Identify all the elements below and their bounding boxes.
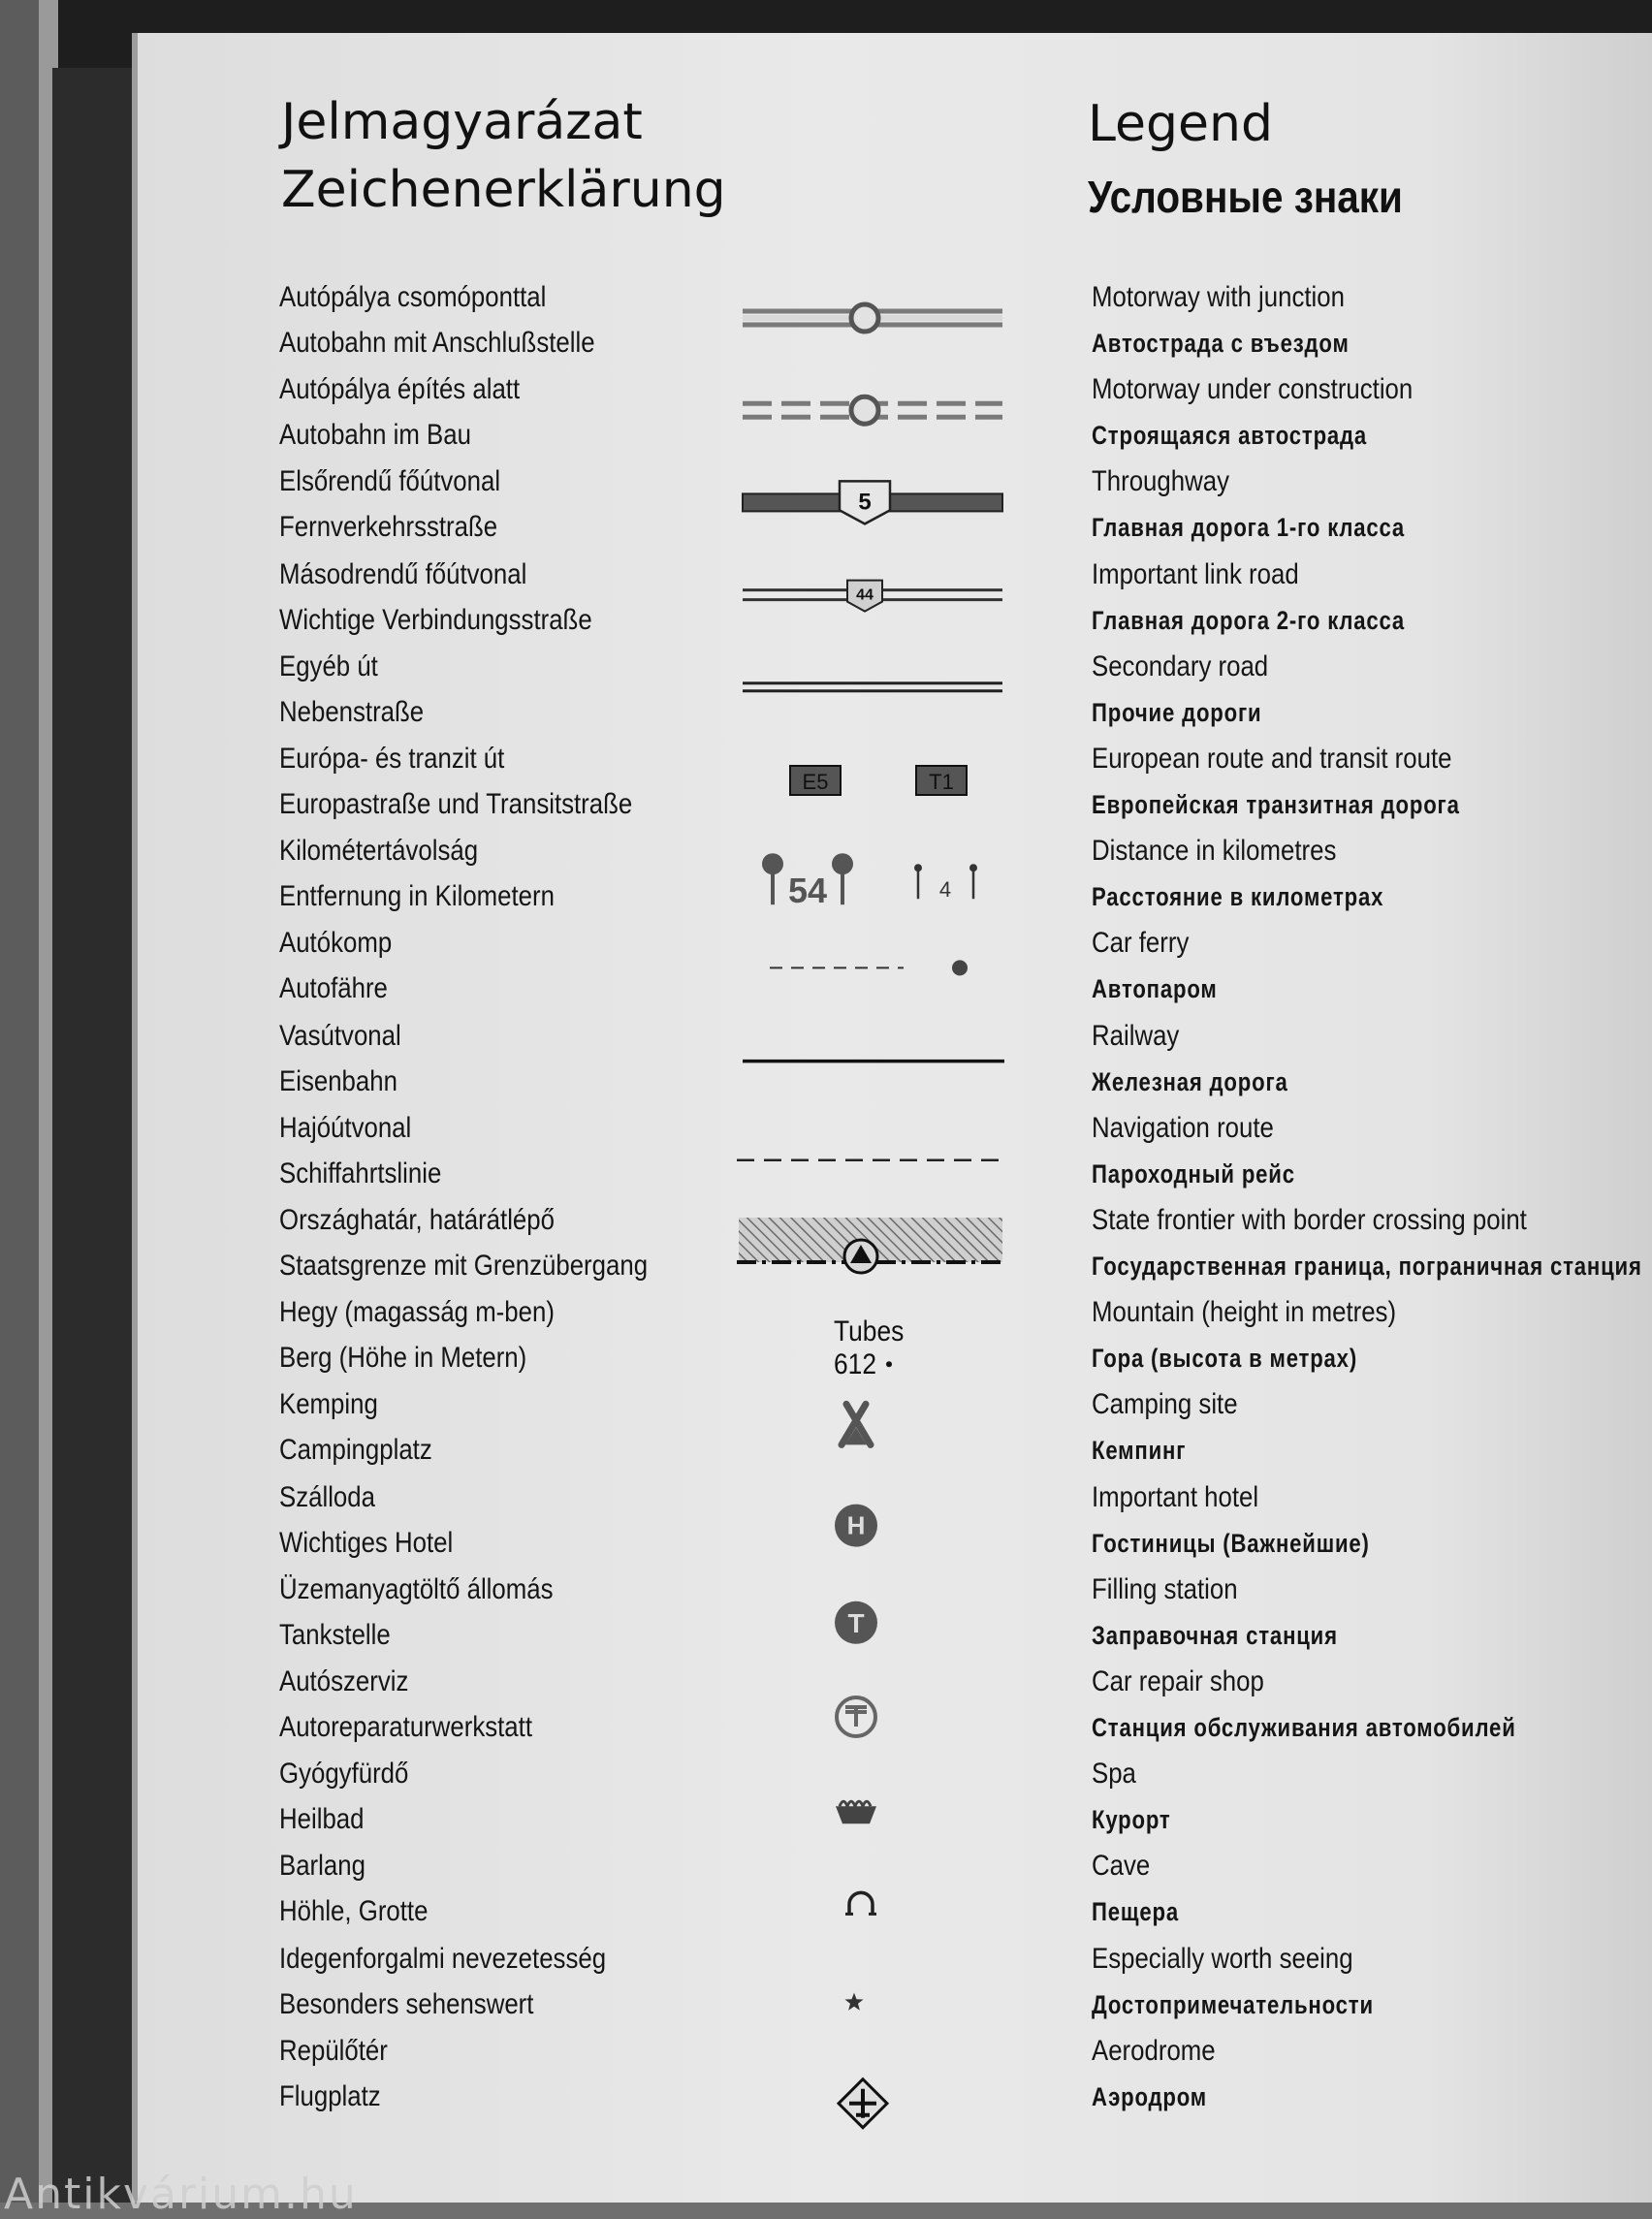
legend-en-label: Motorway with junction: [1092, 281, 1345, 313]
filling-station-icon: [835, 1601, 877, 1644]
legend-en-label: Secondary road: [1092, 650, 1269, 682]
legend-ru-label: Станция обслуживания автомобилей: [1092, 1713, 1516, 1742]
legend-ru-label: Гора (высота в метрах): [1092, 1344, 1358, 1374]
legend-hu-label: Autókomp: [279, 927, 393, 960]
legend-hu-label: Autószerviz: [279, 1665, 409, 1697]
star-icon: [845, 1993, 864, 2011]
title-german: Zeichenerklärung: [281, 161, 726, 219]
ferry-point: [952, 960, 968, 975]
hotel-icon: [835, 1505, 877, 1547]
legend-ru-label: Европейская транзитная дорога: [1092, 790, 1460, 819]
legend-de-label: Campingplatz: [279, 1434, 432, 1467]
title-hungarian: Jelmagyarázat: [281, 93, 643, 151]
legend-en-label: State frontier with border crossing point: [1092, 1204, 1527, 1236]
distance-major: 54: [787, 871, 828, 911]
legend-ru-label: Главная дорога 2-го класса: [1092, 605, 1406, 635]
distance-pin-head: [832, 853, 853, 874]
legend-en-label: Especially worth seeing: [1092, 1942, 1353, 1975]
legend-de-label: Besonders sehenswert: [279, 1987, 534, 2020]
legend-de-label: Schiffahrtslinie: [279, 1157, 442, 1189]
spa-basin: [836, 1806, 876, 1823]
legend-ru-label: Заправочная станция: [1092, 1620, 1338, 1650]
route-badge-icon: [790, 766, 967, 795]
legend-hu-label: Gyógyfürdő: [279, 1758, 409, 1791]
legend-en-label: Distance in kilometres: [1092, 835, 1337, 868]
legend-de-label: Europastraße und Transitstraße: [279, 788, 633, 820]
legend-de-label: Staatsgrenze mit Grenzübergang: [279, 1250, 649, 1282]
border-crossing-icon: [737, 1218, 1002, 1273]
legend-en-label: Motorway under construction: [1092, 373, 1414, 406]
legend-ru-label: Достопримечательности: [1092, 1989, 1374, 2019]
legend-hu-label: Országhatár, határátlépő: [279, 1204, 555, 1236]
legend-en-label: Aerodrome: [1092, 2034, 1216, 2067]
legend-ru-label: Прочие дороги: [1092, 697, 1262, 727]
distance-icon: [762, 853, 977, 910]
car-repair-icon: [837, 1697, 875, 1736]
legend-ru-label: Гостиницы (Важнейшие): [1092, 1528, 1370, 1558]
watermark: Antikvárium.hu: [4, 2170, 358, 2219]
legend-ru-label: Кемпинг: [1092, 1436, 1187, 1466]
legend-hu-label: Vasútvonal: [279, 1019, 401, 1052]
cave-arch: [849, 1892, 873, 1914]
legend-ru-label: Расстояние в километрах: [1092, 882, 1384, 912]
link-road-number: 44: [856, 586, 874, 604]
legend-hu-label: Európa- és tranzit út: [279, 743, 505, 775]
legend-en-label: Important hotel: [1092, 1480, 1259, 1513]
legend-ru-label: Автопаром: [1092, 974, 1218, 1004]
legend-de-label: Heilbad: [279, 1803, 365, 1836]
link-road-icon: [743, 581, 1002, 612]
distance-tick-head: [914, 864, 922, 872]
legend-de-label: Autofähre: [279, 972, 388, 1005]
camping-icon: [842, 1404, 871, 1444]
legend-de-label: Wichtige Verbindungsstraße: [279, 603, 592, 636]
legend-ru-label: Строящаяся автострада: [1092, 421, 1368, 451]
legend-de-label: Eisenbahn: [279, 1064, 397, 1097]
legend-ru-label: Курорт: [1092, 1805, 1171, 1835]
legend-hu-label: Hegy (magasság m-ben): [279, 1296, 555, 1329]
legend-hu-label: Kilométertávolság: [279, 835, 479, 868]
legend-ru-label: Пароходный рейс: [1092, 1158, 1295, 1189]
legend-ru-label: Пещера: [1092, 1897, 1179, 1927]
legend-en-label: Camping site: [1092, 1388, 1238, 1421]
legend-en-label: Car repair shop: [1092, 1665, 1264, 1697]
legend-de-label: Höhle, Grotte: [279, 1895, 429, 1928]
legend-en-label: European route and transit route: [1092, 743, 1452, 775]
legend-hu-label: Repülőtér: [279, 2034, 388, 2067]
legend-en-label: Important link road: [1092, 557, 1299, 590]
legend-hu-label: Barlang: [279, 1850, 365, 1883]
hotel-letter: H: [846, 1510, 866, 1540]
spa-icon: [836, 1801, 876, 1823]
legend-hu-label: Autópálya építés alatt: [279, 373, 521, 406]
legend-de-label: Autobahn mit Anschlußstelle: [279, 327, 595, 359]
legend-en-label: Cave: [1092, 1850, 1151, 1883]
legend-en-label: Throughway: [1092, 465, 1229, 498]
legend-ru-label: Главная дорога 1-го класса: [1092, 513, 1406, 543]
legend-ru-label: Аэродром: [1092, 2081, 1207, 2111]
legend-hu-label: Hajóútvonal: [279, 1111, 412, 1144]
legend-hu-label: Szálloda: [279, 1480, 375, 1513]
legend-de-label: Nebenstraße: [279, 695, 425, 728]
legend-de-label: Fernverkehrsstraße: [279, 511, 498, 544]
mountain-height: 612: [834, 1347, 877, 1380]
legend-de-label: Flugplatz: [279, 2079, 381, 2112]
repair-t: [845, 1707, 867, 1727]
filling-letter: T: [847, 1607, 865, 1638]
star-shape: [845, 1993, 864, 2011]
t-route-label: T1: [929, 770, 954, 794]
cave-icon: [845, 1892, 876, 1914]
legend-hu-label: Elsőrendű főútvonal: [279, 465, 501, 498]
legend-de-label: Tankstelle: [279, 1618, 391, 1651]
junction-circle: [851, 396, 878, 424]
e-route-label: E5: [802, 770, 829, 794]
legend-hu-label: Autópálya csomóponttal: [279, 281, 547, 313]
legend-de-label: Berg (Höhe in Metern): [279, 1342, 527, 1375]
legend-hu-label: Idegenforgalmi nevezetesség: [279, 1942, 607, 1975]
legend-ru-label: Государственная граница, пограничная станция: [1092, 1252, 1642, 1281]
legend-ru-label: Железная дорога: [1092, 1066, 1288, 1096]
legend-en-label: Railway: [1092, 1019, 1180, 1052]
legend-en-label: Spa: [1092, 1758, 1136, 1791]
junction-circle: [851, 304, 878, 332]
legend-hu-label: Üzemanyagtöltő állomás: [279, 1572, 554, 1605]
legend-de-label: Wichtiges Hotel: [279, 1526, 454, 1559]
mountain-name: Tubes: [834, 1314, 905, 1347]
aerodrome-icon: [839, 2079, 887, 2128]
mountain-peak-dot: [886, 1361, 892, 1367]
secondary-road-icon: [743, 683, 1002, 691]
legend-en-label: Filling station: [1092, 1572, 1238, 1605]
throughway-number: 5: [858, 489, 872, 516]
distance-pin-head: [762, 853, 783, 874]
legend-ru-label: Автострада с въездом: [1092, 329, 1350, 358]
legend-hu-label: Másodrendű főútvonal: [279, 557, 527, 590]
legend-de-label: Entfernung in Kilometern: [279, 880, 555, 913]
throughway-icon: [743, 481, 1002, 523]
legend-de-label: Autobahn im Bau: [279, 419, 471, 452]
car-ferry-icon: [770, 960, 968, 975]
legend-hu-label: Egyéb út: [279, 650, 378, 682]
motorway-junction-icon: [743, 304, 1002, 332]
motorway-construction-icon: [743, 396, 1002, 424]
legend-de-label: Autoreparaturwerkstatt: [279, 1711, 532, 1743]
legend-en-label: Mountain (height in metres): [1092, 1296, 1397, 1329]
legend-hu-label: Kemping: [279, 1388, 378, 1421]
spa-steam: [840, 1801, 871, 1806]
distance-minor: 4: [938, 877, 952, 903]
legend-en-label: Car ferry: [1092, 927, 1190, 960]
legend-en-label: Navigation route: [1092, 1111, 1274, 1144]
title-russian: Условные знаки: [1088, 172, 1403, 222]
mountain-icon: [834, 1315, 904, 1380]
distance-tick-head: [969, 864, 977, 872]
title-english: Legend: [1088, 95, 1274, 153]
